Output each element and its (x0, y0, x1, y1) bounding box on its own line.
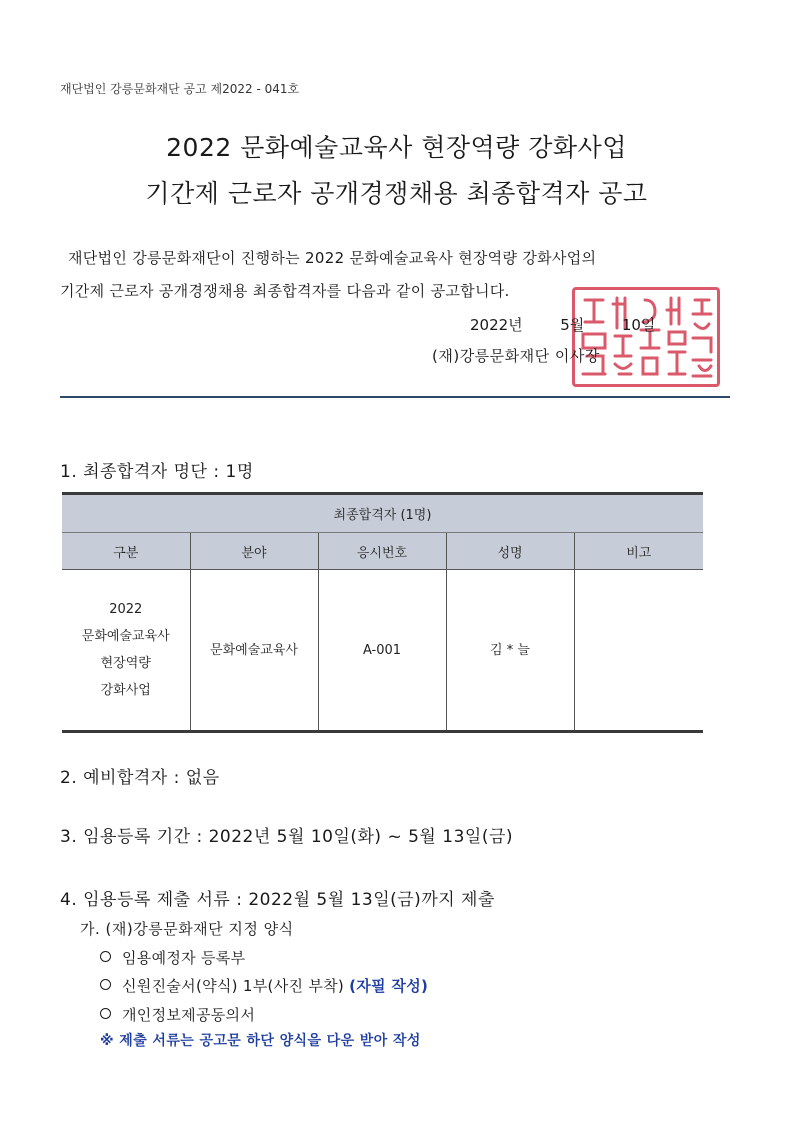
list-item (100, 947, 245, 968)
cell-category-line: 강화사업 (100, 683, 151, 698)
column-header-field: 분야 (190, 533, 318, 570)
list-item-text: 개인정보제공동의서 (122, 1006, 256, 1024)
date-year: 2022년 (470, 316, 523, 334)
issuer-name: (재)강릉문화재단 이사장 (432, 347, 600, 365)
notice-number: 재단법인 강릉문화재단 공고 제2022 - 041호 (60, 82, 300, 96)
list-item (100, 1004, 255, 1025)
table-row (62, 570, 703, 732)
intro-text-line-2: 기간제 근로자 공개경쟁채용 최종합격자를 다음과 같이 공고합니다. (60, 282, 510, 300)
column-header-number: 응시번호 (318, 533, 446, 570)
circle-bullet-icon (100, 979, 111, 990)
submission-note: ※ 제출 서류는 공고문 하단 양식을 다운 받아 작성 (100, 1033, 421, 1049)
cell-number: A-001 (318, 570, 446, 732)
header-divider (60, 396, 730, 398)
official-seal-stamp (572, 287, 720, 387)
circle-bullet-icon (100, 1008, 111, 1019)
list-item-text: 임용예정자 등록부 (122, 949, 246, 967)
cell-category-line: 2022 (109, 602, 143, 617)
list-item (100, 975, 428, 996)
cell-category (62, 570, 190, 732)
column-header-note: 비고 (574, 533, 703, 570)
cell-note (574, 570, 703, 732)
section-2-heading: 2. 예비합격자 : 없음 (60, 768, 220, 788)
handwrite-remark: (자필 작성) (349, 977, 429, 995)
cell-category-line: 현장역량 (100, 656, 151, 671)
date-day: 10일 (621, 316, 656, 334)
document-title-line-1: 2022 문화예술교육사 현장역량 강화사업 (166, 133, 627, 162)
circle-bullet-icon (100, 951, 111, 962)
column-header-category: 구분 (62, 533, 190, 570)
section-4-heading: 4. 임용등록 제출 서류 : 2022월 5월 13일(금)까지 제출 (60, 890, 495, 910)
section-4-sub-heading: 가. (재)강릉문화재단 지정 양식 (80, 920, 294, 938)
seal-graphic (575, 290, 717, 384)
cell-category-line: 문화예술교육사 (81, 629, 170, 644)
intro-text-line-1: 재단법인 강릉문화재단이 진행하는 2022 문화예술교육사 현장역량 강화사업의 (68, 249, 597, 267)
cell-name: 김 * 늘 (446, 570, 574, 732)
table-caption: 최종합격자 (1명) (62, 494, 703, 533)
cell-field: 문화예술교육사 (190, 570, 318, 732)
document-title-line-2: 기간제 근로자 공개경쟁채용 최종합격자 공고 (145, 179, 648, 208)
notice-date (470, 314, 655, 335)
final-candidates-table (62, 492, 703, 733)
section-1-heading: 1. 최종합격자 명단 : 1명 (60, 462, 254, 482)
section-3-heading: 3. 임용등록 기간 : 2022년 5월 10일(화) ~ 5월 13일(금) (60, 827, 513, 847)
list-item-text: 신원진술서(약식) 1부(사진 부착) (122, 977, 345, 995)
column-header-name: 성명 (446, 533, 574, 570)
date-month: 5월 (560, 316, 585, 334)
